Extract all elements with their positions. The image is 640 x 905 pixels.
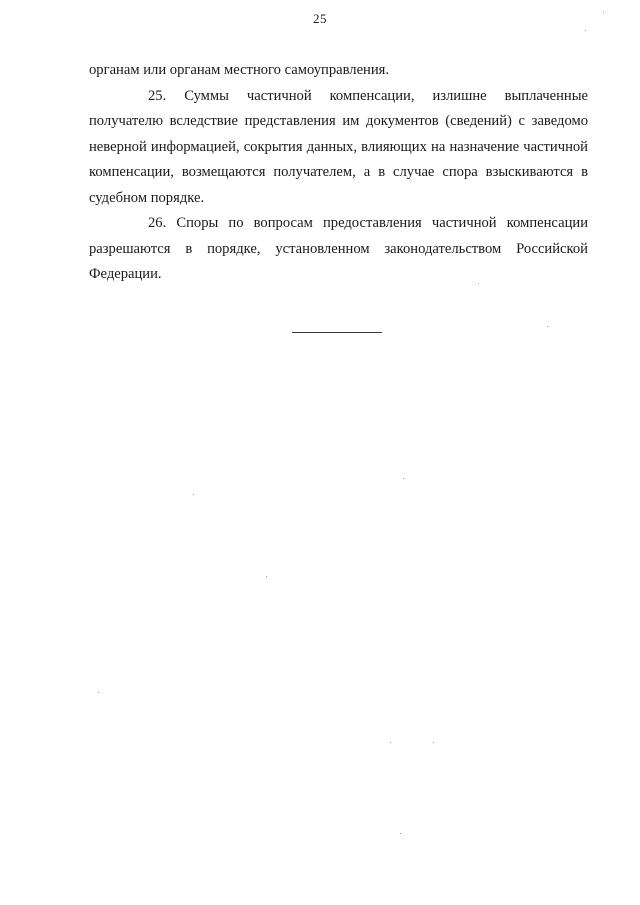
scan-speck <box>193 494 194 495</box>
paragraph-26: 26. Споры по вопросам предоставления частичной компенсации разрешаются в порядке, установленном законодательством Российской Федерации. <box>89 215 588 282</box>
scan-speck <box>390 742 391 743</box>
scan-speck <box>547 326 548 327</box>
scan-speck <box>433 742 434 743</box>
document-body <box>89 58 588 288</box>
page-number: 25 <box>313 11 327 26</box>
paragraph-25: 25. Суммы частичной компенсации, излишне выплаченные получателю вследствие представления им документов (сведений) с заведомо неверной информацией, сокрытия данных, влияющих на назначение частичной компенсации, возмещаются получателем, а в случае спора взыскиваются в судебном порядке. <box>89 87 588 206</box>
scan-speck <box>98 692 99 693</box>
scan-speck <box>585 30 586 31</box>
scan-speck <box>400 833 401 834</box>
end-of-document-rule <box>292 332 382 333</box>
scan-speck <box>603 12 604 13</box>
scan-speck <box>403 478 404 479</box>
scan-speck <box>478 283 479 284</box>
scan-speck <box>266 576 267 577</box>
paragraph-continuation: органам или органам местного самоуправления. <box>89 62 390 78</box>
